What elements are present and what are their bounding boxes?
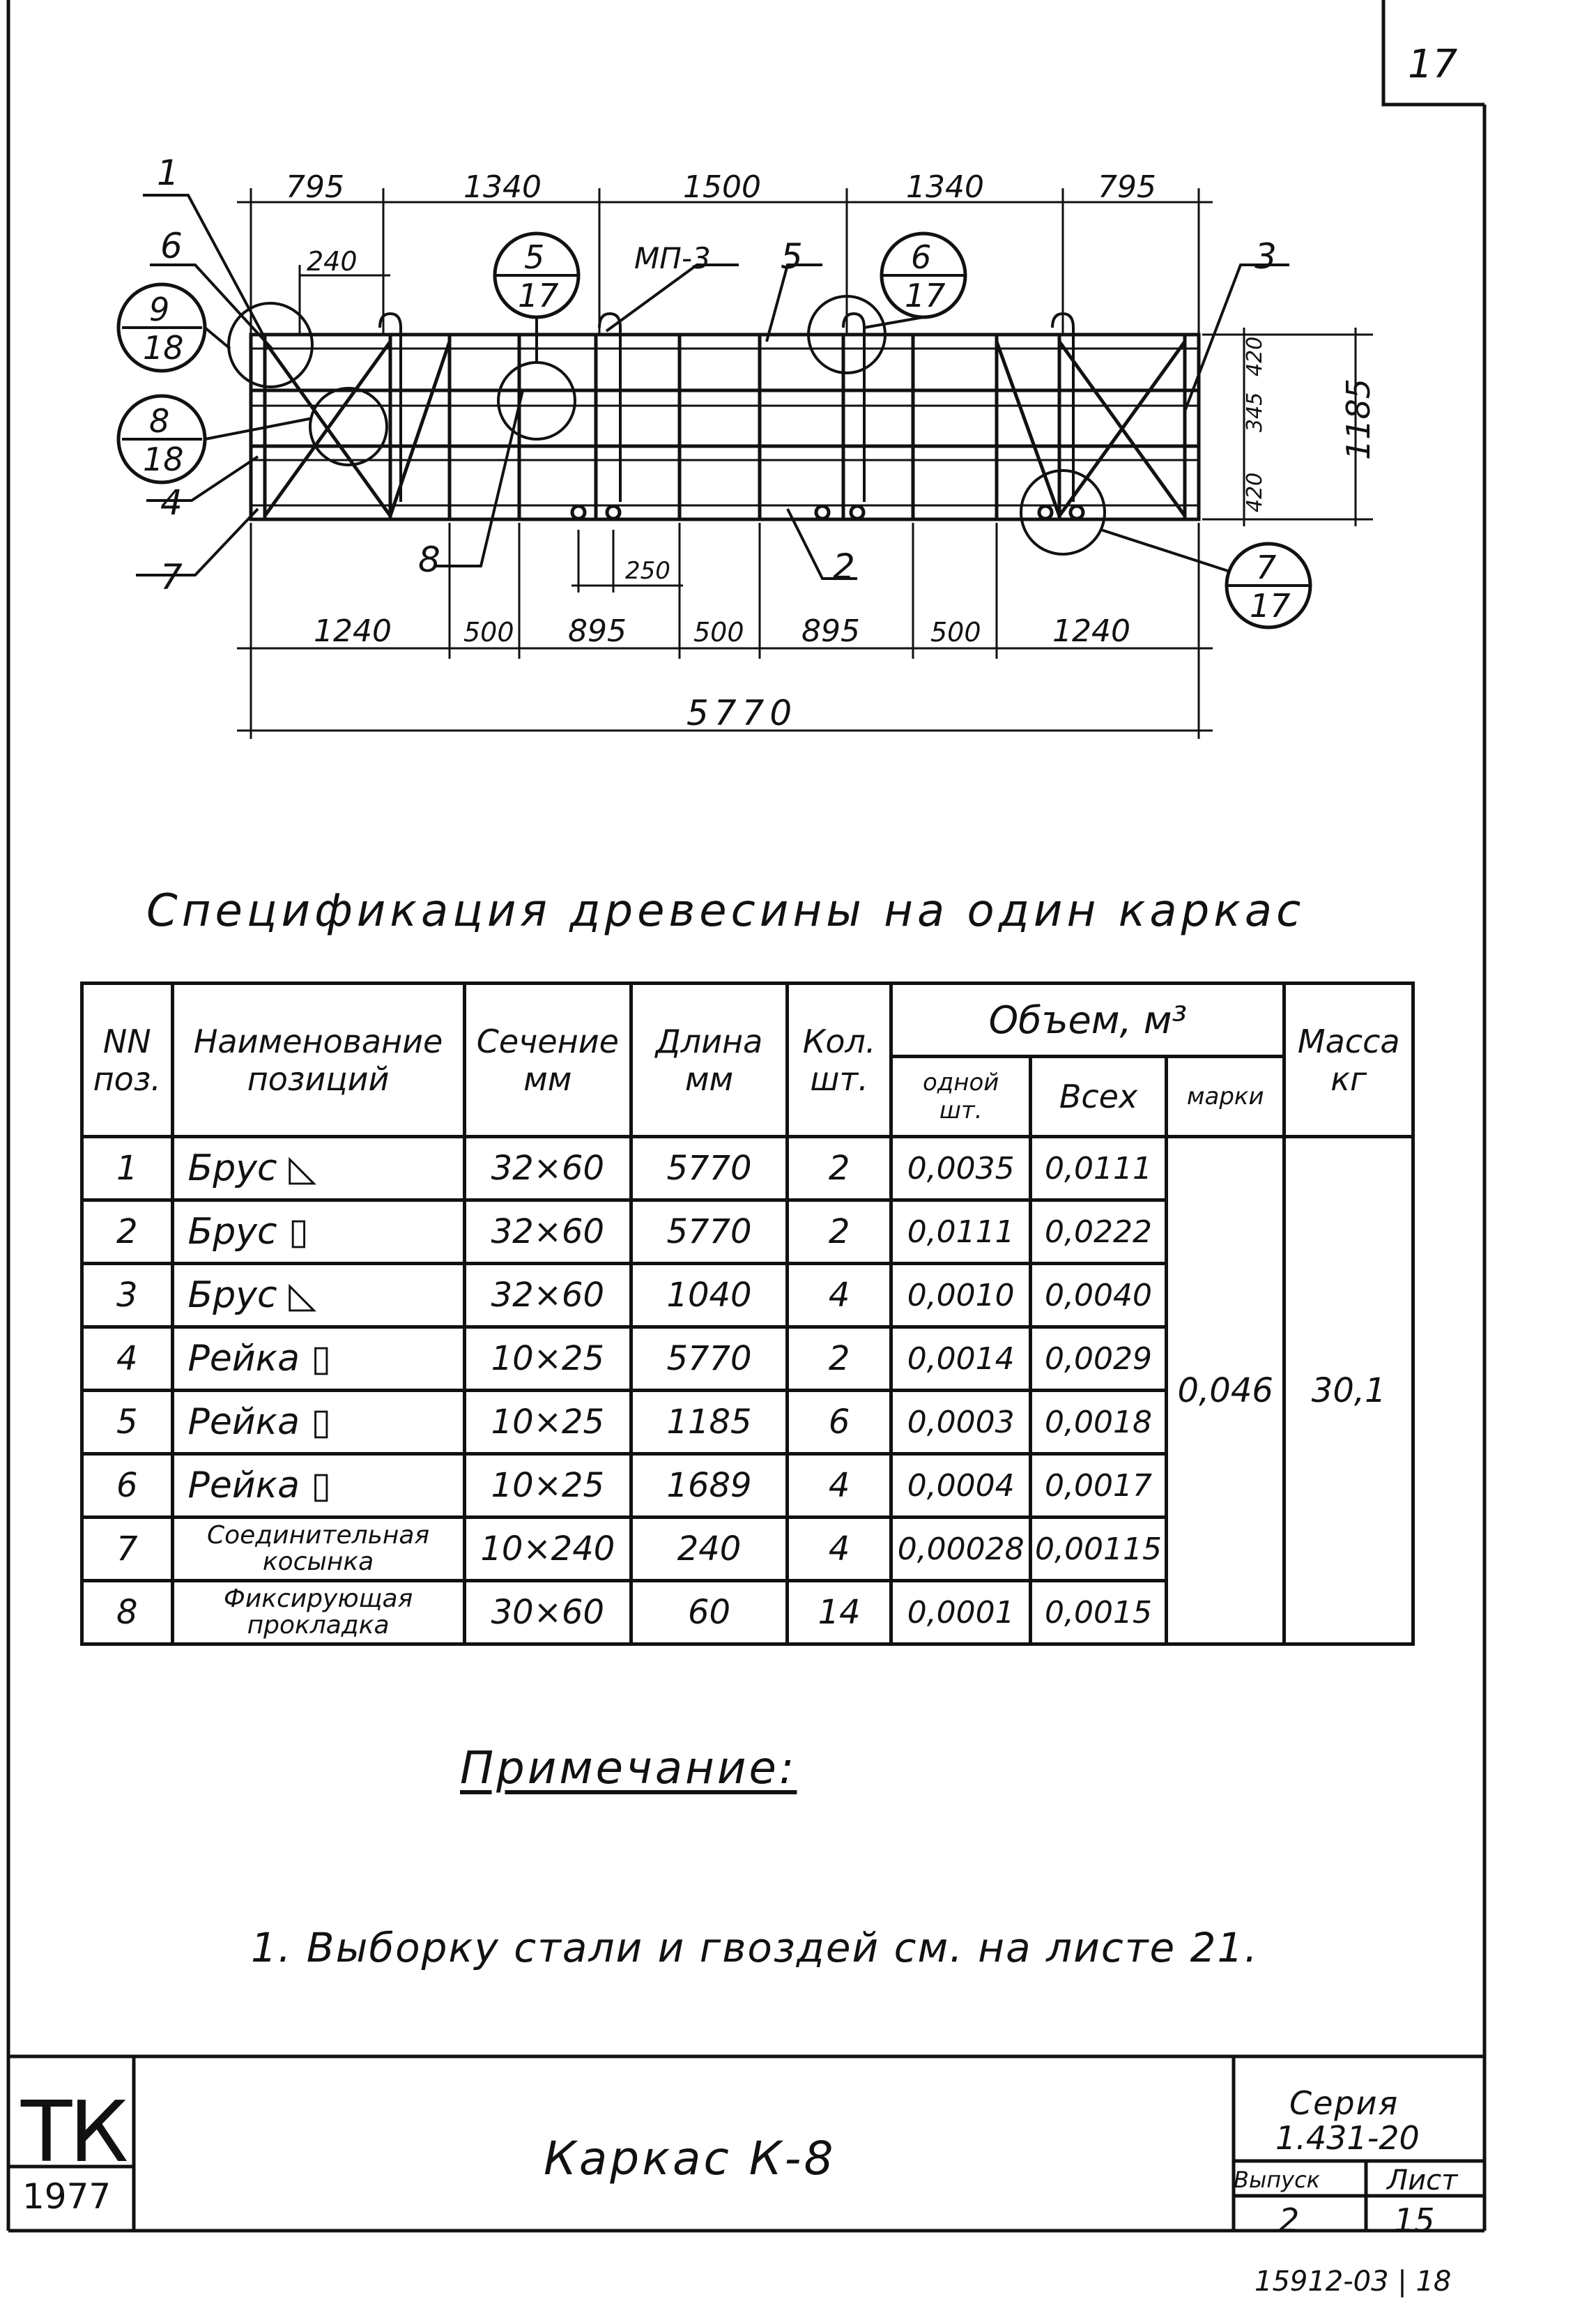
- pos-label-4: 4: [160, 482, 183, 523]
- cell-vol-all: 0,0029: [1031, 1327, 1167, 1391]
- cell-section: 30×60: [464, 1581, 631, 1644]
- title-block-org: ТК: [21, 2084, 126, 2181]
- dim-right-2: 345: [1243, 392, 1267, 432]
- hdr-mass-bottom: кг: [1330, 1060, 1367, 1098]
- cell-vol-one: 0,00028: [891, 1518, 1031, 1581]
- hdr-length-bottom: мм: [684, 1060, 734, 1098]
- dim-top-3: 1500: [683, 169, 761, 205]
- cell-vol-one: 0,0035: [891, 1137, 1031, 1200]
- cell-qty: 4: [787, 1454, 891, 1518]
- callout-6-top: 6: [911, 238, 932, 276]
- cell-qty: 4: [787, 1264, 891, 1327]
- cell-vol-one: 0,0001: [891, 1581, 1031, 1644]
- cell-vol-all: 0,0111: [1031, 1137, 1167, 1200]
- dim-top-4: 1340: [906, 169, 984, 205]
- dim-small: 250: [625, 557, 670, 585]
- cell-vol-one: 0,0010: [891, 1264, 1031, 1327]
- pos-label-6: 6: [160, 226, 183, 266]
- mark-label: МП-3: [634, 241, 711, 275]
- cell-qty: 2: [787, 1327, 891, 1391]
- cell-length: 5770: [631, 1327, 788, 1391]
- cell-vol-all: 0,0222: [1031, 1200, 1167, 1264]
- cell-qty: 4: [787, 1518, 891, 1581]
- cell-name: Рейка ▯: [172, 1454, 464, 1518]
- title-block-sheet-label: Лист: [1387, 2164, 1458, 2197]
- callouts: [118, 195, 1310, 627]
- title-block-year: 1977: [22, 2176, 112, 2217]
- dim-bottom-7: 1240: [1052, 613, 1130, 649]
- title-block-series-value: 1.431-20: [1275, 2119, 1420, 2157]
- cell-name: Брус ◺: [172, 1137, 464, 1200]
- title-block-issue-label: Выпуск: [1234, 2167, 1320, 2193]
- dim-total-length: 5770: [686, 693, 798, 733]
- hdr-section: [464, 984, 631, 1137]
- hdr-mass-top: Масса: [1297, 1022, 1400, 1060]
- cell-qty: 14: [787, 1581, 891, 1644]
- cell-vol-one: 0,0003: [891, 1391, 1031, 1454]
- title-block-series-label: Серия: [1289, 2084, 1399, 2122]
- callout-8-top: 8: [149, 402, 170, 440]
- cell-mass: 30,1: [1284, 1137, 1413, 1644]
- cell-section: 32×60: [464, 1264, 631, 1327]
- cell-qty: 6: [787, 1391, 891, 1454]
- cell-length: 240: [631, 1518, 788, 1581]
- dim-sub-top: 240: [307, 246, 358, 277]
- cell-pos: 8: [82, 1581, 173, 1644]
- cell-length: 5770: [631, 1200, 788, 1264]
- cell-name: Фиксирующая прокладка: [172, 1581, 464, 1644]
- hdr-vol-one-bottom: шт.: [939, 1097, 983, 1124]
- hdr-pos-bottom: поз.: [93, 1060, 161, 1098]
- dim-top-1: 795: [286, 169, 344, 205]
- cell-section: 10×25: [464, 1454, 631, 1518]
- cell-pos: 5: [82, 1391, 173, 1454]
- hdr-name-bottom: позиций: [247, 1060, 390, 1098]
- cell-vol-one: 0,0111: [891, 1200, 1031, 1264]
- spec-header-row-1: [82, 984, 1413, 1057]
- callout-9-bottom: 18: [143, 329, 184, 367]
- title-block-code: 15912-03 | 18: [1254, 2266, 1452, 2298]
- pos-label-2: 2: [833, 547, 855, 587]
- dim-top-2: 1340: [463, 169, 542, 205]
- hdr-qty-bottom: шт.: [810, 1060, 868, 1098]
- hdr-pos: [82, 984, 173, 1137]
- dim-top-5: 795: [1098, 169, 1156, 205]
- cell-vol-all: 0,0040: [1031, 1264, 1167, 1327]
- hdr-section-top: Сечение: [476, 1022, 619, 1060]
- dim-bottom-3: 895: [568, 613, 627, 649]
- table-row: [82, 1137, 1413, 1200]
- hdr-section-bottom: мм: [523, 1060, 572, 1098]
- callout-7-bottom: 17: [1250, 587, 1291, 625]
- hdr-mass: [1284, 984, 1413, 1137]
- hdr-pos-top: NN: [102, 1022, 151, 1060]
- frame-drawing: [251, 314, 1199, 519]
- pos-label-3: 3: [1254, 236, 1277, 277]
- cell-length: 1185: [631, 1391, 788, 1454]
- pos-label-1: 1: [157, 153, 179, 193]
- notes-title: Примечание:: [460, 1743, 797, 1794]
- cell-pos: 6: [82, 1454, 173, 1518]
- cell-vol-mark: 0,046: [1166, 1137, 1284, 1644]
- hdr-vol-one-top: одной: [922, 1069, 999, 1097]
- title-block-issue-value: 2: [1279, 2201, 1300, 2239]
- cell-name: Брус ▯: [172, 1200, 464, 1264]
- cell-length: 1040: [631, 1264, 788, 1327]
- title-block-name: Каркас К-8: [544, 2132, 836, 2185]
- dim-right-3: 420: [1243, 472, 1267, 512]
- hdr-name: [172, 984, 464, 1137]
- cell-length: 60: [631, 1581, 788, 1644]
- note-item-1: 1. Выборку стали и гвоздей см. на листе 21.: [251, 1924, 1259, 1971]
- cell-name: Рейка ▯: [172, 1327, 464, 1391]
- cell-vol-all: 0,0017: [1031, 1454, 1167, 1518]
- pos-label-5: 5: [781, 236, 803, 277]
- cell-vol-all: 0,0015: [1031, 1581, 1167, 1644]
- cell-section: 32×60: [464, 1137, 631, 1200]
- spec-title: Спецификация древесины на один каркас: [146, 885, 1305, 937]
- spec-table: [80, 981, 1415, 1646]
- page-number: 17: [1408, 42, 1458, 87]
- callout-9-top: 9: [149, 291, 170, 328]
- dim-bottom-4: 500: [693, 617, 744, 648]
- cell-section: 10×25: [464, 1327, 631, 1391]
- cell-pos: 7: [82, 1518, 173, 1581]
- cell-pos: 3: [82, 1264, 173, 1327]
- cell-vol-all: 0,0018: [1031, 1391, 1167, 1454]
- dim-bottom-2: 500: [463, 617, 514, 648]
- hdr-name-top: Наименование: [193, 1022, 443, 1060]
- cell-qty: 2: [787, 1137, 891, 1200]
- dim-right-total: 1185: [1340, 378, 1377, 460]
- callout-8-bottom: 18: [143, 441, 184, 478]
- dim-bottom-1: 1240: [314, 613, 392, 649]
- callout-7-top: 7: [1256, 549, 1277, 586]
- dim-bottom-5: 895: [801, 613, 860, 649]
- hdr-length-top: Длина: [655, 1022, 763, 1060]
- cell-pos: 4: [82, 1327, 173, 1391]
- cell-vol-one: 0,0004: [891, 1454, 1031, 1518]
- cell-pos: 2: [82, 1200, 173, 1264]
- pos-label-8: 8: [418, 540, 440, 580]
- hdr-length: [631, 984, 788, 1137]
- callout-5-top: 5: [524, 238, 545, 276]
- dim-right-1: 420: [1243, 336, 1267, 376]
- spec-body: [82, 1137, 1413, 1644]
- pos-label-7: 7: [160, 557, 183, 597]
- cell-section: 10×25: [464, 1391, 631, 1454]
- cell-name: Брус ◺: [172, 1264, 464, 1327]
- cell-length: 1689: [631, 1454, 788, 1518]
- hdr-volume: Объем, м³: [891, 984, 1284, 1057]
- dim-bottom-6: 500: [930, 617, 981, 648]
- hdr-vol-one: [891, 1057, 1031, 1137]
- hdr-qty-top: Кол.: [802, 1022, 876, 1060]
- hdr-vol-all: Всех: [1031, 1057, 1167, 1137]
- cell-qty: 2: [787, 1200, 891, 1264]
- cell-length: 5770: [631, 1137, 788, 1200]
- cell-vol-one: 0,0014: [891, 1327, 1031, 1391]
- cell-name: Рейка ▯: [172, 1391, 464, 1454]
- title-block-sheet-value: 15: [1394, 2201, 1435, 2239]
- cell-name: Соединительная косынка: [172, 1518, 464, 1581]
- cell-section: 32×60: [464, 1200, 631, 1264]
- hdr-vol-mark: марки: [1166, 1057, 1284, 1137]
- hdr-qty: [787, 984, 891, 1137]
- cell-section: 10×240: [464, 1518, 631, 1581]
- cell-pos: 1: [82, 1137, 173, 1200]
- callout-6-bottom: 17: [905, 277, 946, 314]
- callout-5-bottom: 17: [518, 277, 559, 314]
- cell-vol-all: 0,00115: [1031, 1518, 1167, 1581]
